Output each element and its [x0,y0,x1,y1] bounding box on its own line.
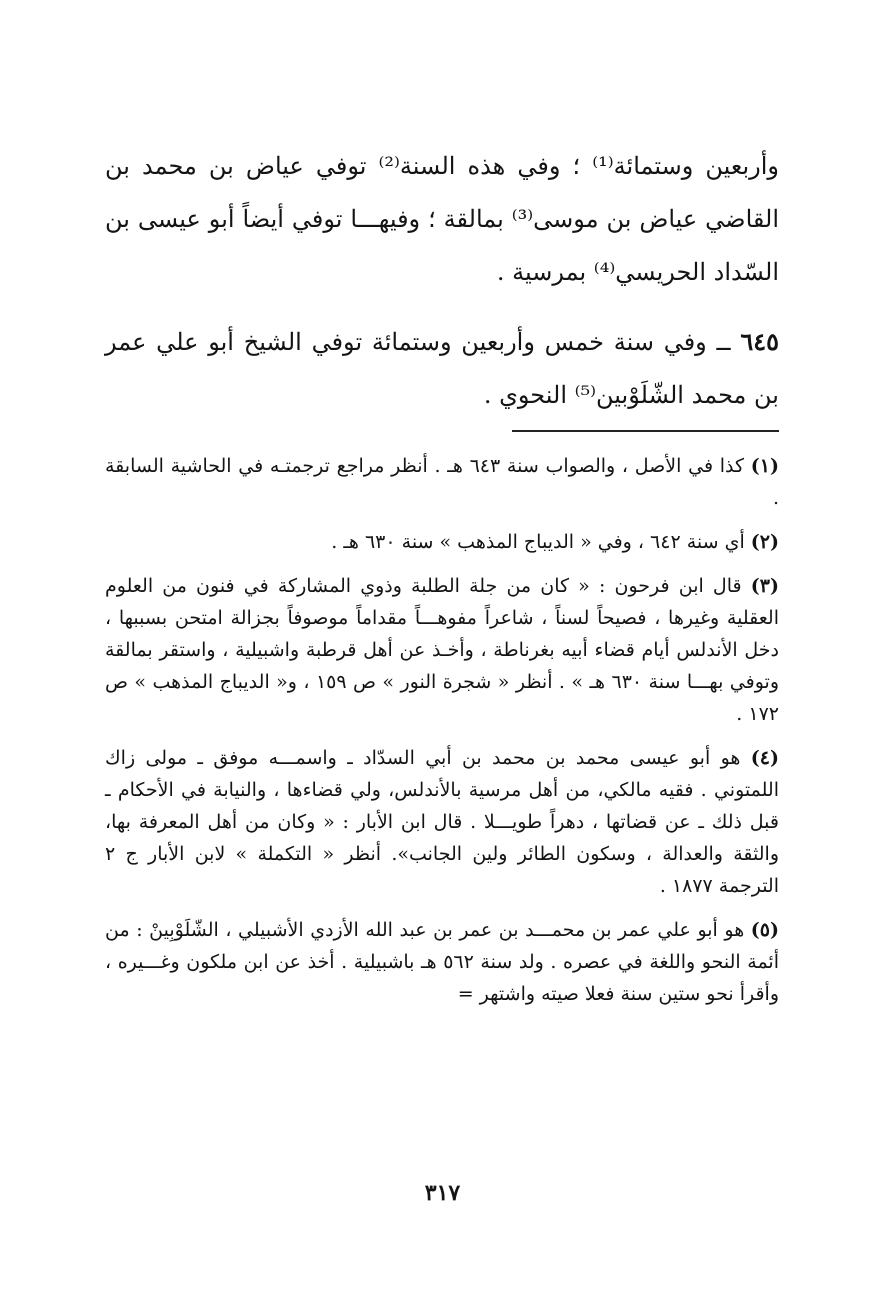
footnote-number: (٢) [750,531,779,553]
entry-text: ــ وفي سنة خمس وأربعين وستمائة توفي الشيخ أبو علي عمر بن محمد الشّلَوْبين⁽⁵⁾ النحوي . [105,328,779,409]
main-text [105,140,779,422]
footnote-text: هو أبو عيسى محمد بن محمد بن أبي السدّاد ـ واسمـــه موفق ـ مولى زاك اللمتوني . فقيه مالكي، من أهل مرسية بالأندلس، ولي قضاءها ، والنيابة في الأحكام ـ قبل ذلك ـ عن قضاتها ، دهراً طويـــلا . قال ابن الأبار : « وكان من أهل المعرفة بها، والثقة والعدالة ، وسكون الطائر ولين الجانب». أنظر « التكملة » لابن الأبار ج ٢ الترجمة ١٨٧٧ . [105,747,779,897]
footnote-text: كذا في الأصل ، والصواب سنة ٦٤٣ هـ . أنظر مراجع ترجمتـه في الحاشية السابقة . [105,455,779,509]
footnotes [105,450,779,1022]
main-paragraph-1: وأربعين وستمائة⁽¹⁾ ؛ وفي هذه السنة⁽²⁾ توفي عياض بن محمد بن القاضي عياض بن موسى⁽³⁾ بمالقة ؛ وفيهـــا توفي أيضاً أبو عيسى بن السّداد الحريسي⁽⁴⁾ بمرسية . [105,152,780,286]
entry-number: ٦٤٥ [740,327,779,356]
footnote-number: (٥) [750,919,779,941]
footnote-4 [105,742,779,902]
footnote-number: (٣) [750,575,779,597]
footnote-5 [105,914,779,1010]
footnote-text: هو أبو علي عمر بن محمـــد بن عمر بن عبد الله الأزدي الأشبيلي ، الشّلَوْبِينْ : من أئمة النحو واللغة في عصره . ولد سنة ٥٦٢ هـ باشبيلية . أخذ عن ابن ملكون وغـــيره ، وأقرأ نحو ستين سنة فعلا صيته واشتهر = [105,919,779,1005]
footnote-text: قال ابن فرحون : « كان من جلة الطلبة وذوي المشاركة في فنون من العلوم العقلية وغيرها ، فصيحاً لسناً ، شاعراً مفوهـــاً مقداماً موصوفاً بجزالة امتحن بسببها ، دخل الأندلس أيام قضاء أبيه بغرناطة ، وأخـذ عن أهل قرطبة واشبيلية ، واستقر بمالقة وتوفي بهـــا سنة ٦٣٠ هـ » . أنظر « شجرة النور » ص ١٥٩ ، و« الديباج المذهب » ص ١٧٢ . [105,575,779,725]
footnote-2 [105,526,779,558]
footnote-number: (٤) [750,747,779,769]
footnote-3 [105,570,779,730]
footnote-separator [512,430,779,432]
page-number: ٣١٧ [424,1180,461,1206]
footnote-text: أي سنة ٦٤٢ ، وفي « الديباج المذهب » سنة ٦٣٠ هـ . [331,531,751,553]
footnote-number: (١) [750,455,779,477]
footnote-1 [105,450,779,514]
main-paragraph-2 [105,315,779,422]
